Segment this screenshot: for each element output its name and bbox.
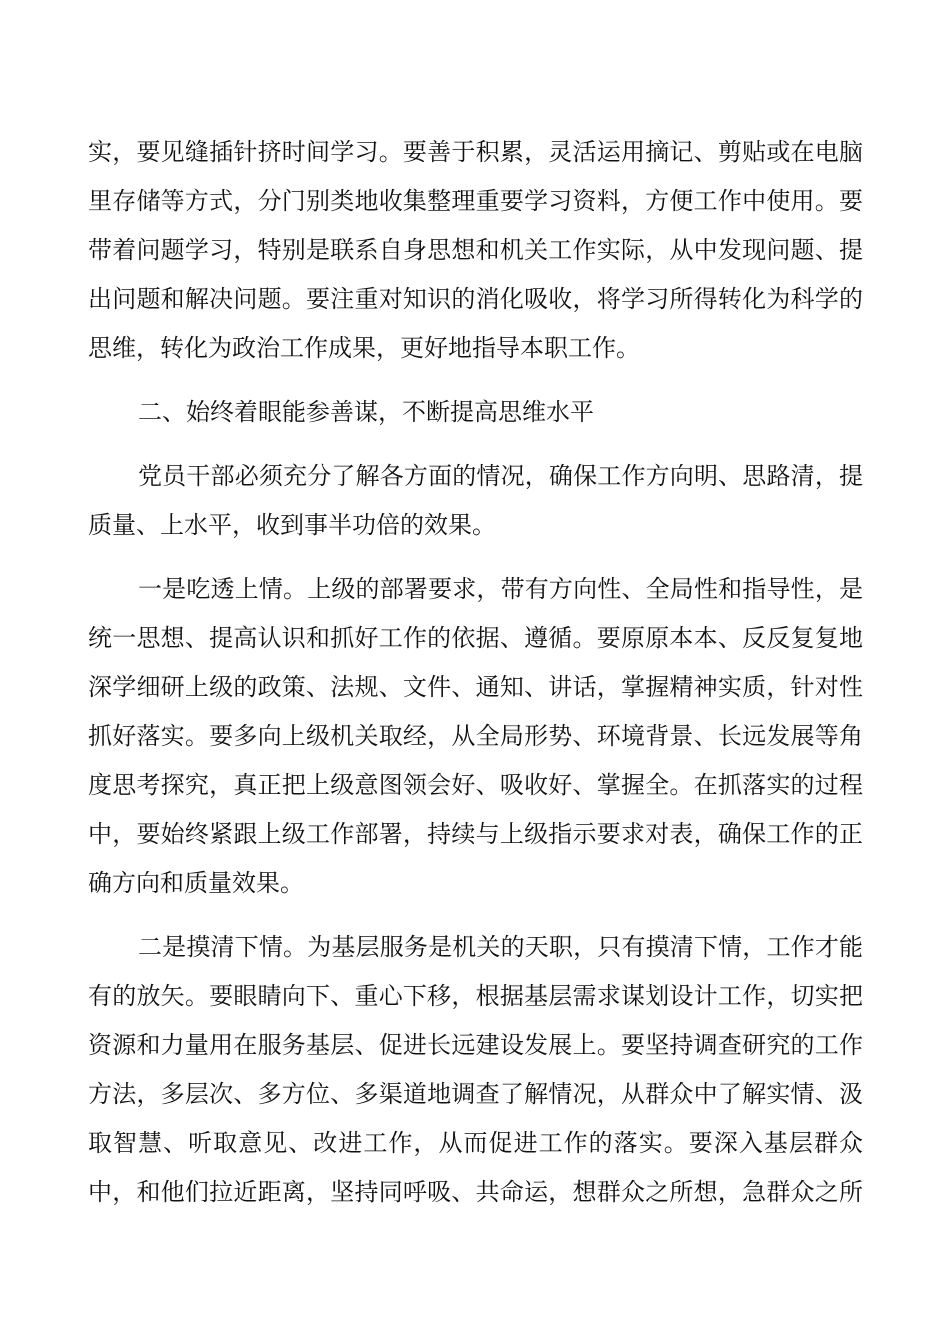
paragraph-gap xyxy=(88,437,863,452)
text-line: 质量、上水平，收到事半功倍的效果。 xyxy=(88,511,496,539)
text-line: 确方向和质量效果。 xyxy=(88,869,304,897)
text-line: 资源和力量用在服务基层、促进长远建设发展上。要坚持调查研究的工作 xyxy=(88,1031,863,1059)
text-line: 中，和他们拉近距离，坚持同呼吸、共命运，想群众之所想，急群众之所 xyxy=(88,1178,863,1206)
text-line: 二是摸清下情。为基层服务是机关的天职，只有摸清下情，工作才能 xyxy=(138,933,863,961)
text-line: 思维，转化为政治工作成果，更好地指导本职工作。 xyxy=(88,334,640,362)
text-line: 度思考探究，真正把上级意图领会好、吸收好、掌握全。在抓落实的过程 xyxy=(88,771,863,799)
text-line: 统一思想、提高认识和抓好工作的依据、遵循。要原原本本、反反复复地 xyxy=(88,624,863,652)
paragraph-gap xyxy=(88,550,863,565)
text-line: 里存储等方式，分门别类地收集整理重要学习资料，方便工作中使用。要 xyxy=(88,187,863,215)
text-line: 一是吃透上情。上级的部署要求，带有方向性、全局性和指导性，是 xyxy=(138,575,863,603)
paragraph-study-methods xyxy=(88,128,863,373)
paragraph-gap xyxy=(88,373,863,388)
section-heading-text: 二、始终着眼能参善谋，不断提高思维水平 xyxy=(138,398,594,426)
paragraph-gap xyxy=(88,908,863,923)
document-body xyxy=(88,128,863,1217)
text-line: 党员干部必须充分了解各方面的情况，确保工作方向明、思路清，提 xyxy=(138,462,863,490)
text-line: 带着问题学习，特别是联系自身思想和机关工作实际，从中发现问题、提 xyxy=(88,236,863,264)
text-line: 深学细研上级的政策、法规、文件、通知、讲话，掌握精神实质，针对性 xyxy=(88,673,863,701)
text-line: 有的放矢。要眼睛向下、重心下移，根据基层需求谋划设计工作，切实把 xyxy=(88,982,863,1010)
section-heading xyxy=(88,388,863,437)
paragraph-lower-situation xyxy=(88,923,863,1217)
paragraph-intro xyxy=(88,452,863,550)
text-line: 出问题和解决问题。要注重对知识的消化吸收，将学习所得转化为科学的 xyxy=(88,285,863,313)
text-line: 抓好落实。要多向上级机关取经，从全局形势、环境背景、长远发展等角 xyxy=(88,722,863,750)
text-line: 中，要始终紧跟上级工作部署，持续与上级指示要求对表，确保工作的正 xyxy=(88,820,863,848)
paragraph-upper-situation xyxy=(88,565,863,908)
text-line: 实，要见缝插针挤时间学习。要善于积累，灵活运用摘记、剪贴或在电脑 xyxy=(88,138,863,166)
text-line: 取智慧、听取意见、改进工作，从而促进工作的落实。要深入基层群众 xyxy=(88,1129,863,1157)
text-line: 方法，多层次、多方位、多渠道地调查了解情况，从群众中了解实情、汲 xyxy=(88,1080,863,1108)
